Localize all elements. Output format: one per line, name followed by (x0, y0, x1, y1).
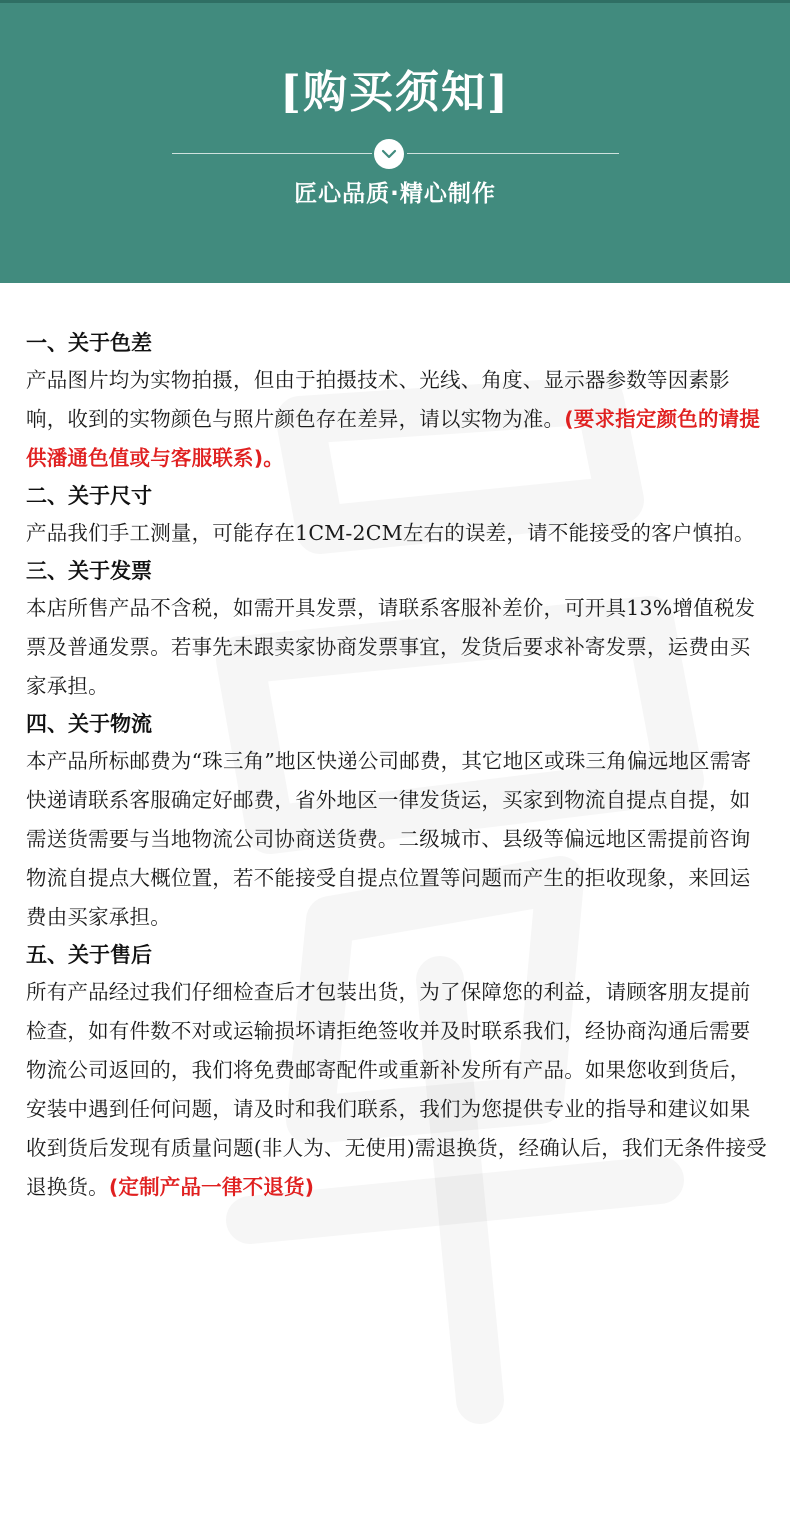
section-heading: 一、关于色差 (26, 331, 152, 355)
section-body (26, 973, 768, 1207)
section-body (26, 361, 768, 478)
section-size (26, 478, 768, 553)
section-body (26, 589, 768, 706)
divider-line-left (172, 153, 372, 154)
section-note: (定制产品一律不退货) (108, 1175, 315, 1199)
section-after-sales (26, 937, 768, 1207)
section-invoice (26, 553, 768, 706)
divider-line-right (407, 153, 619, 154)
section-heading: 三、关于发票 (26, 559, 152, 583)
page-title: [购买须知] (280, 67, 510, 118)
section-note: (要求指定颜色的请提供潘通色值或与客服联系)。 (26, 407, 761, 470)
section-color-difference (26, 325, 768, 478)
section-text: 所有产品经过我们仔细检查后才包装出货，为了保障您的利益，请顾客朋友提前检查，如有件数不对或运输损坏请拒绝签收并及时联系我们，经协商沟通后需要物流公司返回的，我们将免费邮寄配件或重新补发所有产品。如果您收到货后，安装中遇到任何问题，请及时和我们联系，我们为您提供专业的指导和建议如果收到货后发现有质量问题(非人为、无使用)需退换货，经确认后，我们无条件接受退换货。 (26, 980, 767, 1199)
section-text: 本店所售产品不含税，如需开具发票，请联系客服补差价，可开具13%增值税发票及普通发票。若事先未跟卖家协商发票事宜，发货后要求补寄发票，运费由买家承担。 (26, 596, 756, 698)
section-heading: 四、关于物流 (26, 712, 152, 736)
notice-content (26, 325, 768, 1207)
section-text: 产品图片均为实物拍摄，但由于拍摄技术、光线、角度、显示器参数等因素影响，收到的实物颜色与照片颜色存在差异，请以实物为准。 (26, 368, 730, 431)
section-body (26, 742, 768, 937)
section-body (26, 514, 768, 553)
page-subtitle: 匠心品质·精心制作 (294, 181, 496, 207)
section-heading: 二、关于尺寸 (26, 484, 152, 508)
section-text: 产品我们手工测量，可能存在1CM-2CM左右的误差，请不能接受的客户慎拍。 (26, 521, 755, 545)
section-heading: 五、关于售后 (26, 943, 152, 967)
chevron-down-icon (381, 148, 397, 160)
header-banner (0, 0, 790, 283)
section-logistics (26, 706, 768, 937)
chevron-badge (374, 139, 404, 169)
section-text: 本产品所标邮费为“珠三角”地区快递公司邮费，其它地区或珠三角偏远地区需寄快递请联系客服确定好邮费，省外地区一律发货运，买家到物流自提点自提，如需送货需要与当地物流公司协商送货费。二级城市、县级等偏远地区需提前咨询物流自提点大概位置，若不能接受自提点位置等问题而产生的拒收现象，来回运费由买家承担。 (26, 749, 752, 929)
